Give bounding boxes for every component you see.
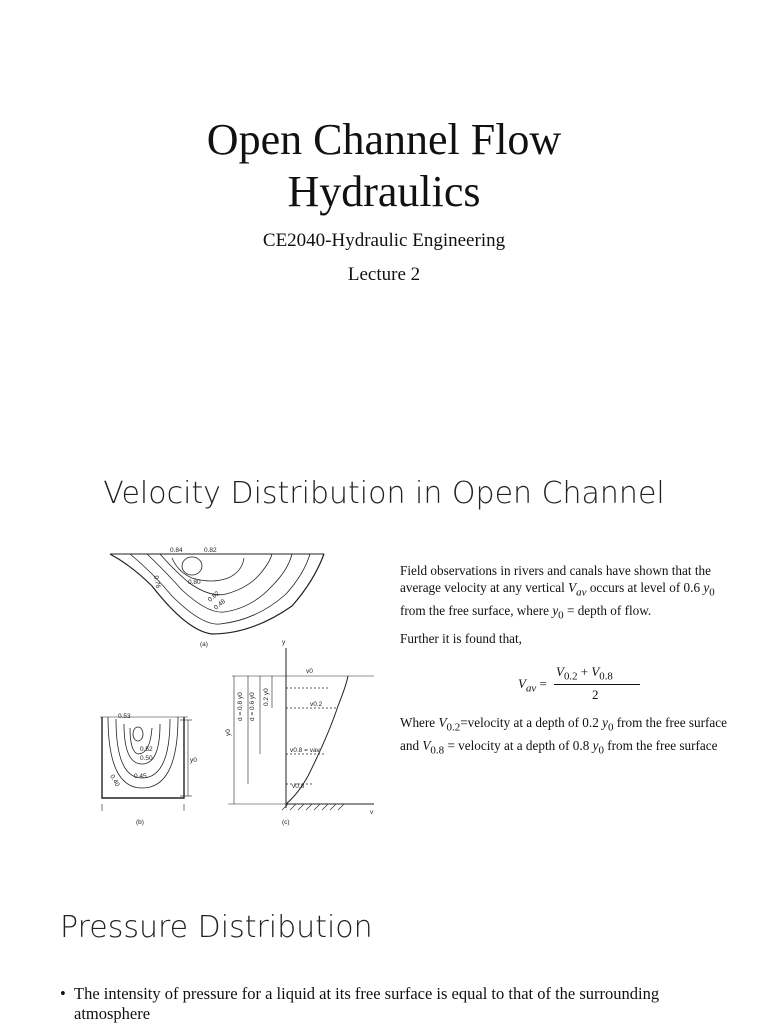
bullet-text: The intensity of pressure for a liquid at its free surface is equal to that of the surrounding atmosphere [74, 984, 660, 1023]
axis-label-v: v [370, 809, 374, 816]
contour-label: 0.40 [108, 773, 121, 788]
velocity-label: v0.2 [310, 701, 323, 708]
lecture-number: Lecture 2 [347, 264, 421, 285]
contour-label: 0.52 [140, 746, 153, 753]
figure-caption-a: (a) [200, 641, 208, 648]
slide-title-line-1: Open Channel Flow [206, 115, 562, 164]
paragraph-where: Where $V_{0.2}=velocity$ at a depth of 0.2 $y_0$ from the free surface and $V_{0.8}$ = velocity at a depth of 0.8 $y_0$ from the free surface [400, 715, 727, 757]
depth-label: 0.2 y0 [263, 688, 270, 706]
depth-label: d = 0.8 y0 [237, 692, 244, 721]
channel-section-b [100, 713, 197, 826]
contour-label: 0.50 [140, 755, 153, 762]
course-subtitle: CE2040-Hydraulic Engineering [262, 230, 506, 251]
contour-label: 0.80 [188, 579, 201, 586]
depth-label: d = 0.6 y0 [249, 692, 256, 721]
contour-label: 0.84 [170, 547, 183, 554]
contour-label: 0.48 [212, 598, 227, 612]
depth-label: y0 [225, 729, 232, 736]
axis-label-y: y [282, 639, 286, 646]
contour-label: 0.62 [206, 590, 221, 604]
velocity-distribution-figure [92, 536, 382, 837]
section-title-velocity: Velocity Distribution in Open Channel [103, 476, 665, 511]
velocity-profile-c [225, 639, 374, 826]
contour-label: 0.82 [204, 547, 217, 554]
figure-caption-c: (c) [282, 819, 290, 826]
paragraph-field-observations: Field observations in rivers and canals have shown that the average velocity at any vertical $V_{av}$ occurs at level of 0.6 $y_0$ from the free surface, where $y_0$ = depth of flow. [400, 563, 715, 622]
channel-section-a [110, 547, 324, 648]
bullet-icon: • [60, 984, 66, 1003]
figure-caption-b: (b) [136, 819, 144, 826]
paragraph-further: Further it is found that, [400, 631, 522, 646]
depth-label-b: y0 [190, 757, 197, 764]
contour-label: 0.76 [152, 575, 162, 589]
slide-title-line-2: Hydraulics [287, 167, 481, 216]
contour-label: 0.45 [134, 773, 147, 780]
section-title-pressure: Pressure Distribution [60, 910, 373, 945]
velocity-label: v0 [306, 668, 313, 675]
contour-label: 0.53 [118, 713, 131, 720]
velocity-label: v0.8 = vav [290, 747, 320, 754]
velocity-label: v0.8 [292, 783, 305, 790]
